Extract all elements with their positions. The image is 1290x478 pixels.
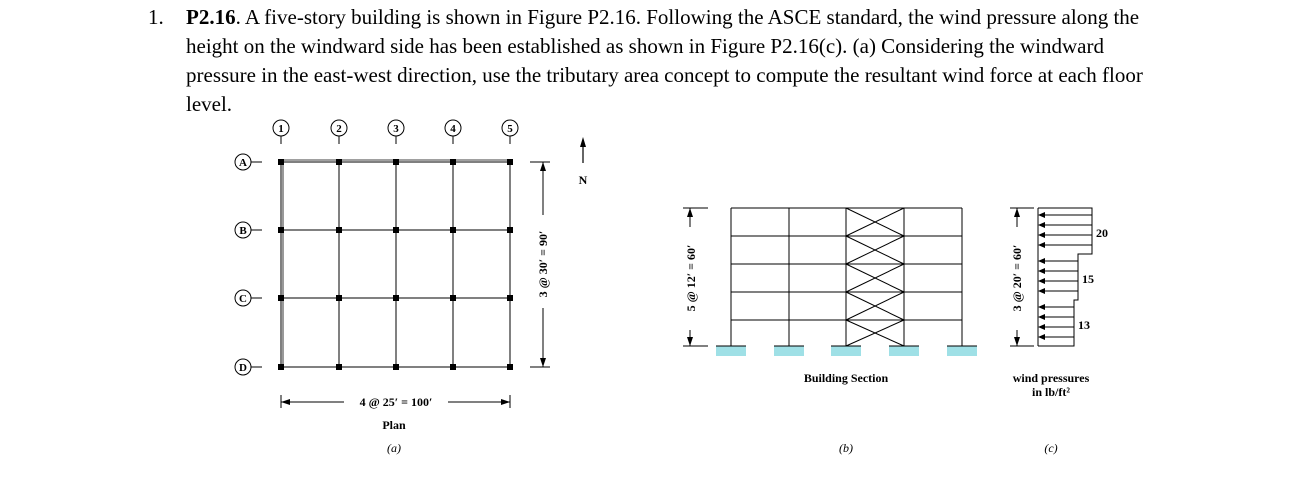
grid-label-5: 5 xyxy=(507,123,513,135)
plan-title: Plan xyxy=(382,418,406,432)
pressure-value-middle: 15 xyxy=(1082,272,1094,286)
plan-view xyxy=(235,120,518,375)
pressure-figure-label: (c) xyxy=(1044,441,1058,455)
grid-label-a: A xyxy=(239,157,247,169)
pressure-value-bottom: 13 xyxy=(1078,318,1090,332)
plan-width-dimension: 4 @ 25′ = 100′ xyxy=(359,395,433,409)
plan-depth-dimension: 3 @ 30′ = 90′ xyxy=(536,230,550,298)
section-supports xyxy=(716,346,977,356)
grid-label-b: B xyxy=(239,225,247,237)
pressure-title-line1: wind pressures xyxy=(1012,371,1090,385)
problem-text: . A five-story building is shown in Figure P2.16. Following the ASCE standard, the wind pressure along the height on the windward side has been established as shown in Figure P2.16(c). (a) Considering the windward pressure in the east-west direction, use the tributary area concept to compute the resultant wind force at each floor level. xyxy=(186,5,1143,116)
section-figure-label: (b) xyxy=(839,441,853,455)
pressure-height-dimension: 3 @ 20′ = 60′ xyxy=(1010,244,1024,312)
building-section xyxy=(731,208,962,346)
plan-figure-label: (a) xyxy=(387,441,401,455)
pressure-title-line2: in lb/ft² xyxy=(1032,385,1070,399)
grid-label-2: 2 xyxy=(336,123,342,135)
section-title: Building Section xyxy=(803,371,889,385)
plan-dim-arrows xyxy=(281,162,546,405)
grid-label-1: 1 xyxy=(278,123,284,135)
north-arrow-head xyxy=(580,137,586,147)
grid-label-4: 4 xyxy=(450,123,456,135)
north-label: N xyxy=(578,173,588,187)
grid-label-d: D xyxy=(239,362,247,374)
grid-label-3: 3 xyxy=(393,123,399,135)
problem-id: P2.16 xyxy=(186,5,236,29)
section-height-dimension: 5 @ 12′ = 60′ xyxy=(684,244,698,312)
problem-number: 1. xyxy=(148,5,164,29)
pressure-value-top: 20 xyxy=(1096,226,1108,240)
grid-label-c: C xyxy=(239,293,247,305)
